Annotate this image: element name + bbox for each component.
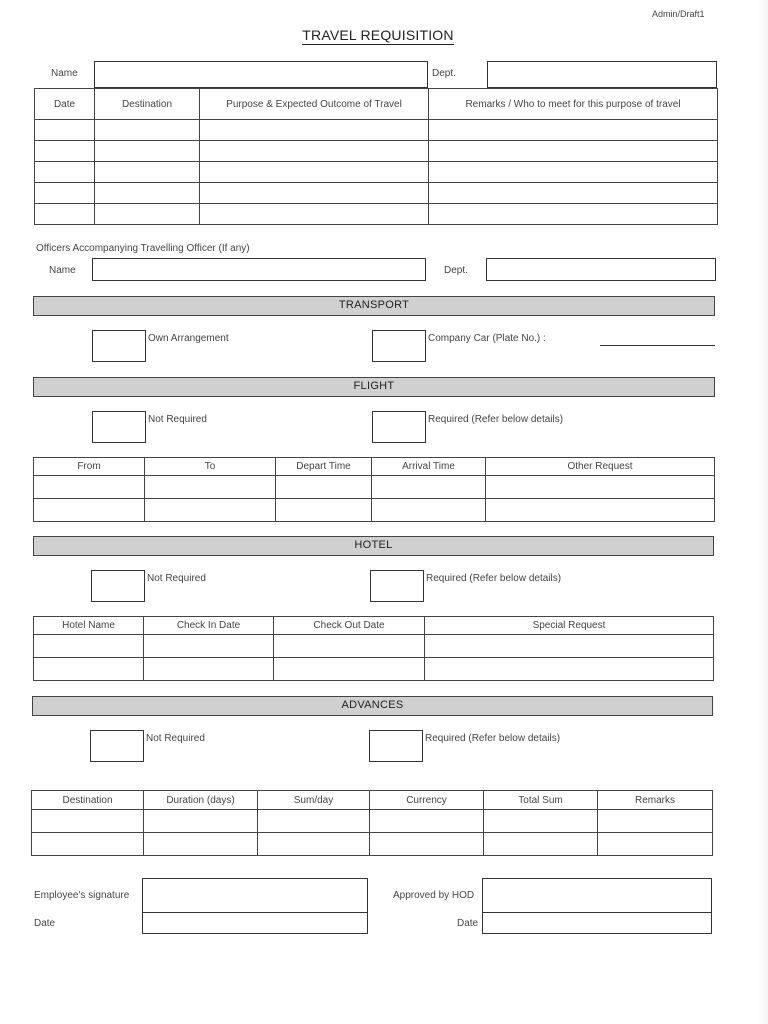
- accompanying-name-label: Name: [49, 265, 76, 276]
- table-cell[interactable]: [144, 635, 274, 658]
- flight-details-table: [33, 457, 715, 522]
- table-cell[interactable]: [95, 204, 200, 225]
- advances-not-required-label: Not Required: [146, 733, 205, 744]
- table-cell[interactable]: [95, 141, 200, 162]
- table-cell[interactable]: [486, 499, 715, 522]
- table-cell[interactable]: [144, 833, 258, 856]
- table-row: [32, 810, 713, 833]
- table-cell[interactable]: [200, 183, 429, 204]
- advances-required-label: Required (Refer below details): [425, 733, 561, 744]
- page-edge-shadow: [758, 0, 768, 1024]
- table-cell[interactable]: [598, 833, 713, 856]
- hotel-not-required-checkbox[interactable]: [91, 570, 145, 602]
- employee-signature-field[interactable]: [142, 878, 368, 914]
- table-cell[interactable]: [276, 499, 372, 522]
- table-row: [34, 658, 714, 681]
- travel-itinerary-table: [34, 88, 718, 225]
- table-cell[interactable]: [258, 833, 370, 856]
- table-cell[interactable]: [34, 635, 144, 658]
- table-row: [34, 635, 714, 658]
- hod-date-label: Date: [457, 918, 479, 929]
- advances-not-required-checkbox[interactable]: [90, 730, 144, 762]
- transport-section-bar: TRANSPORT: [33, 296, 715, 316]
- approved-by-hod-label: Approved by HOD: [393, 890, 475, 901]
- dept-label: Dept.: [432, 68, 456, 79]
- table-cell[interactable]: [429, 204, 718, 225]
- table-header-row: [34, 617, 714, 635]
- document-code: Admin/Draft1: [652, 9, 705, 19]
- table-cell[interactable]: [598, 810, 713, 833]
- name-label: Name: [51, 68, 78, 79]
- table-row: [35, 162, 718, 183]
- table-cell[interactable]: [35, 162, 95, 183]
- hotel-required-checkbox[interactable]: [370, 570, 424, 602]
- table-header-row: [34, 458, 715, 476]
- col-remarks-header: Remarks: [598, 791, 713, 810]
- table-cell[interactable]: [145, 499, 276, 522]
- company-car-checkbox[interactable]: [372, 330, 426, 362]
- table-cell[interactable]: [429, 120, 718, 141]
- table-cell[interactable]: [95, 162, 200, 183]
- flight-not-required-checkbox[interactable]: [92, 411, 146, 443]
- table-row: [35, 204, 718, 225]
- table-row: [35, 141, 718, 162]
- col-to-header: To: [145, 458, 276, 476]
- table-cell[interactable]: [144, 658, 274, 681]
- table-row: [34, 499, 715, 522]
- table-header-row: [35, 89, 718, 120]
- employee-signature-label: Employee's signature: [34, 890, 130, 901]
- table-cell[interactable]: [274, 635, 425, 658]
- accompanying-heading: Officers Accompanying Travelling Officer (If any): [36, 243, 250, 254]
- hotel-details-table: [33, 616, 714, 681]
- table-cell[interactable]: [35, 204, 95, 225]
- table-cell[interactable]: [34, 476, 145, 499]
- table-cell[interactable]: [484, 810, 598, 833]
- table-row: [34, 476, 715, 499]
- table-cell[interactable]: [372, 499, 486, 522]
- hotel-required-label: Required (Refer below details): [426, 573, 562, 584]
- table-cell[interactable]: [95, 183, 200, 204]
- col-from-header: From: [34, 458, 145, 476]
- table-cell[interactable]: [258, 810, 370, 833]
- advances-details-table: [31, 790, 713, 856]
- col-other-request-header: Other Request: [486, 458, 715, 476]
- table-cell[interactable]: [276, 476, 372, 499]
- table-cell[interactable]: [425, 658, 714, 681]
- col-remarks-header: Remarks / Who to meet for this purpose of travel: [429, 89, 718, 120]
- flight-required-label: Required (Refer below details): [428, 414, 564, 425]
- employee-date-field[interactable]: [142, 912, 368, 934]
- table-cell[interactable]: [200, 120, 429, 141]
- col-date-header: Date: [35, 89, 95, 120]
- accompanying-dept-label: Dept.: [444, 265, 468, 276]
- table-cell[interactable]: [95, 120, 200, 141]
- table-cell[interactable]: [34, 658, 144, 681]
- col-special-request-header: Special Request: [425, 617, 714, 635]
- name-field[interactable]: [94, 61, 428, 88]
- col-hotel-name-header: Hotel Name: [34, 617, 144, 635]
- table-cell[interactable]: [274, 658, 425, 681]
- table-cell[interactable]: [370, 810, 484, 833]
- company-car-label: Company Car (Plate No.) :: [428, 333, 546, 344]
- table-cell[interactable]: [429, 141, 718, 162]
- col-destination-header: Destination: [32, 791, 144, 810]
- table-cell[interactable]: [35, 141, 95, 162]
- table-cell[interactable]: [429, 183, 718, 204]
- table-row: [35, 120, 718, 141]
- table-cell[interactable]: [486, 476, 715, 499]
- accompanying-name-field[interactable]: [92, 258, 426, 281]
- col-check-in-header: Check In Date: [144, 617, 274, 635]
- flight-section-bar: FLIGHT: [33, 377, 715, 397]
- table-cell[interactable]: [145, 476, 276, 499]
- table-cell[interactable]: [35, 183, 95, 204]
- table-row: [35, 183, 718, 204]
- table-header-row: [32, 791, 713, 810]
- advances-required-checkbox[interactable]: [369, 730, 423, 762]
- table-cell[interactable]: [32, 833, 144, 856]
- table-cell[interactable]: [372, 476, 486, 499]
- table-cell[interactable]: [370, 833, 484, 856]
- dept-field[interactable]: [487, 61, 717, 88]
- employee-date-label: Date: [34, 918, 56, 929]
- table-cell[interactable]: [200, 204, 429, 225]
- col-check-out-header: Check Out Date: [274, 617, 425, 635]
- col-duration-header: Duration (days): [144, 791, 258, 810]
- hod-date-field[interactable]: [482, 912, 712, 934]
- table-row: [32, 833, 713, 856]
- col-currency-header: Currency: [370, 791, 484, 810]
- table-cell[interactable]: [425, 635, 714, 658]
- form-title: TRAVEL REQUISITION: [302, 27, 454, 43]
- own-arrangement-checkbox[interactable]: [92, 330, 146, 362]
- flight-required-checkbox[interactable]: [372, 411, 426, 443]
- col-depart-time-header: Depart Time: [276, 458, 372, 476]
- table-cell[interactable]: [35, 120, 95, 141]
- hotel-not-required-label: Not Required: [147, 573, 206, 584]
- plate-number-line[interactable]: [600, 345, 715, 346]
- table-cell[interactable]: [429, 162, 718, 183]
- col-destination-header: Destination: [95, 89, 200, 120]
- flight-not-required-label: Not Required: [148, 414, 207, 425]
- col-arrival-time-header: Arrival Time: [372, 458, 486, 476]
- table-cell[interactable]: [144, 810, 258, 833]
- hod-signature-field[interactable]: [482, 878, 712, 914]
- col-total-sum-header: Total Sum: [484, 791, 598, 810]
- table-cell[interactable]: [200, 162, 429, 183]
- advances-section-bar: ADVANCES: [32, 696, 713, 716]
- table-cell[interactable]: [34, 499, 145, 522]
- table-cell[interactable]: [484, 833, 598, 856]
- hotel-section-bar: HOTEL: [33, 536, 714, 556]
- accompanying-dept-field[interactable]: [486, 258, 716, 281]
- col-sum-per-day-header: Sum/day: [258, 791, 370, 810]
- table-cell[interactable]: [32, 810, 144, 833]
- table-cell[interactable]: [200, 141, 429, 162]
- own-arrangement-label: Own Arrangement: [148, 333, 229, 344]
- col-purpose-header: Purpose & Expected Outcome of Travel: [200, 89, 429, 120]
